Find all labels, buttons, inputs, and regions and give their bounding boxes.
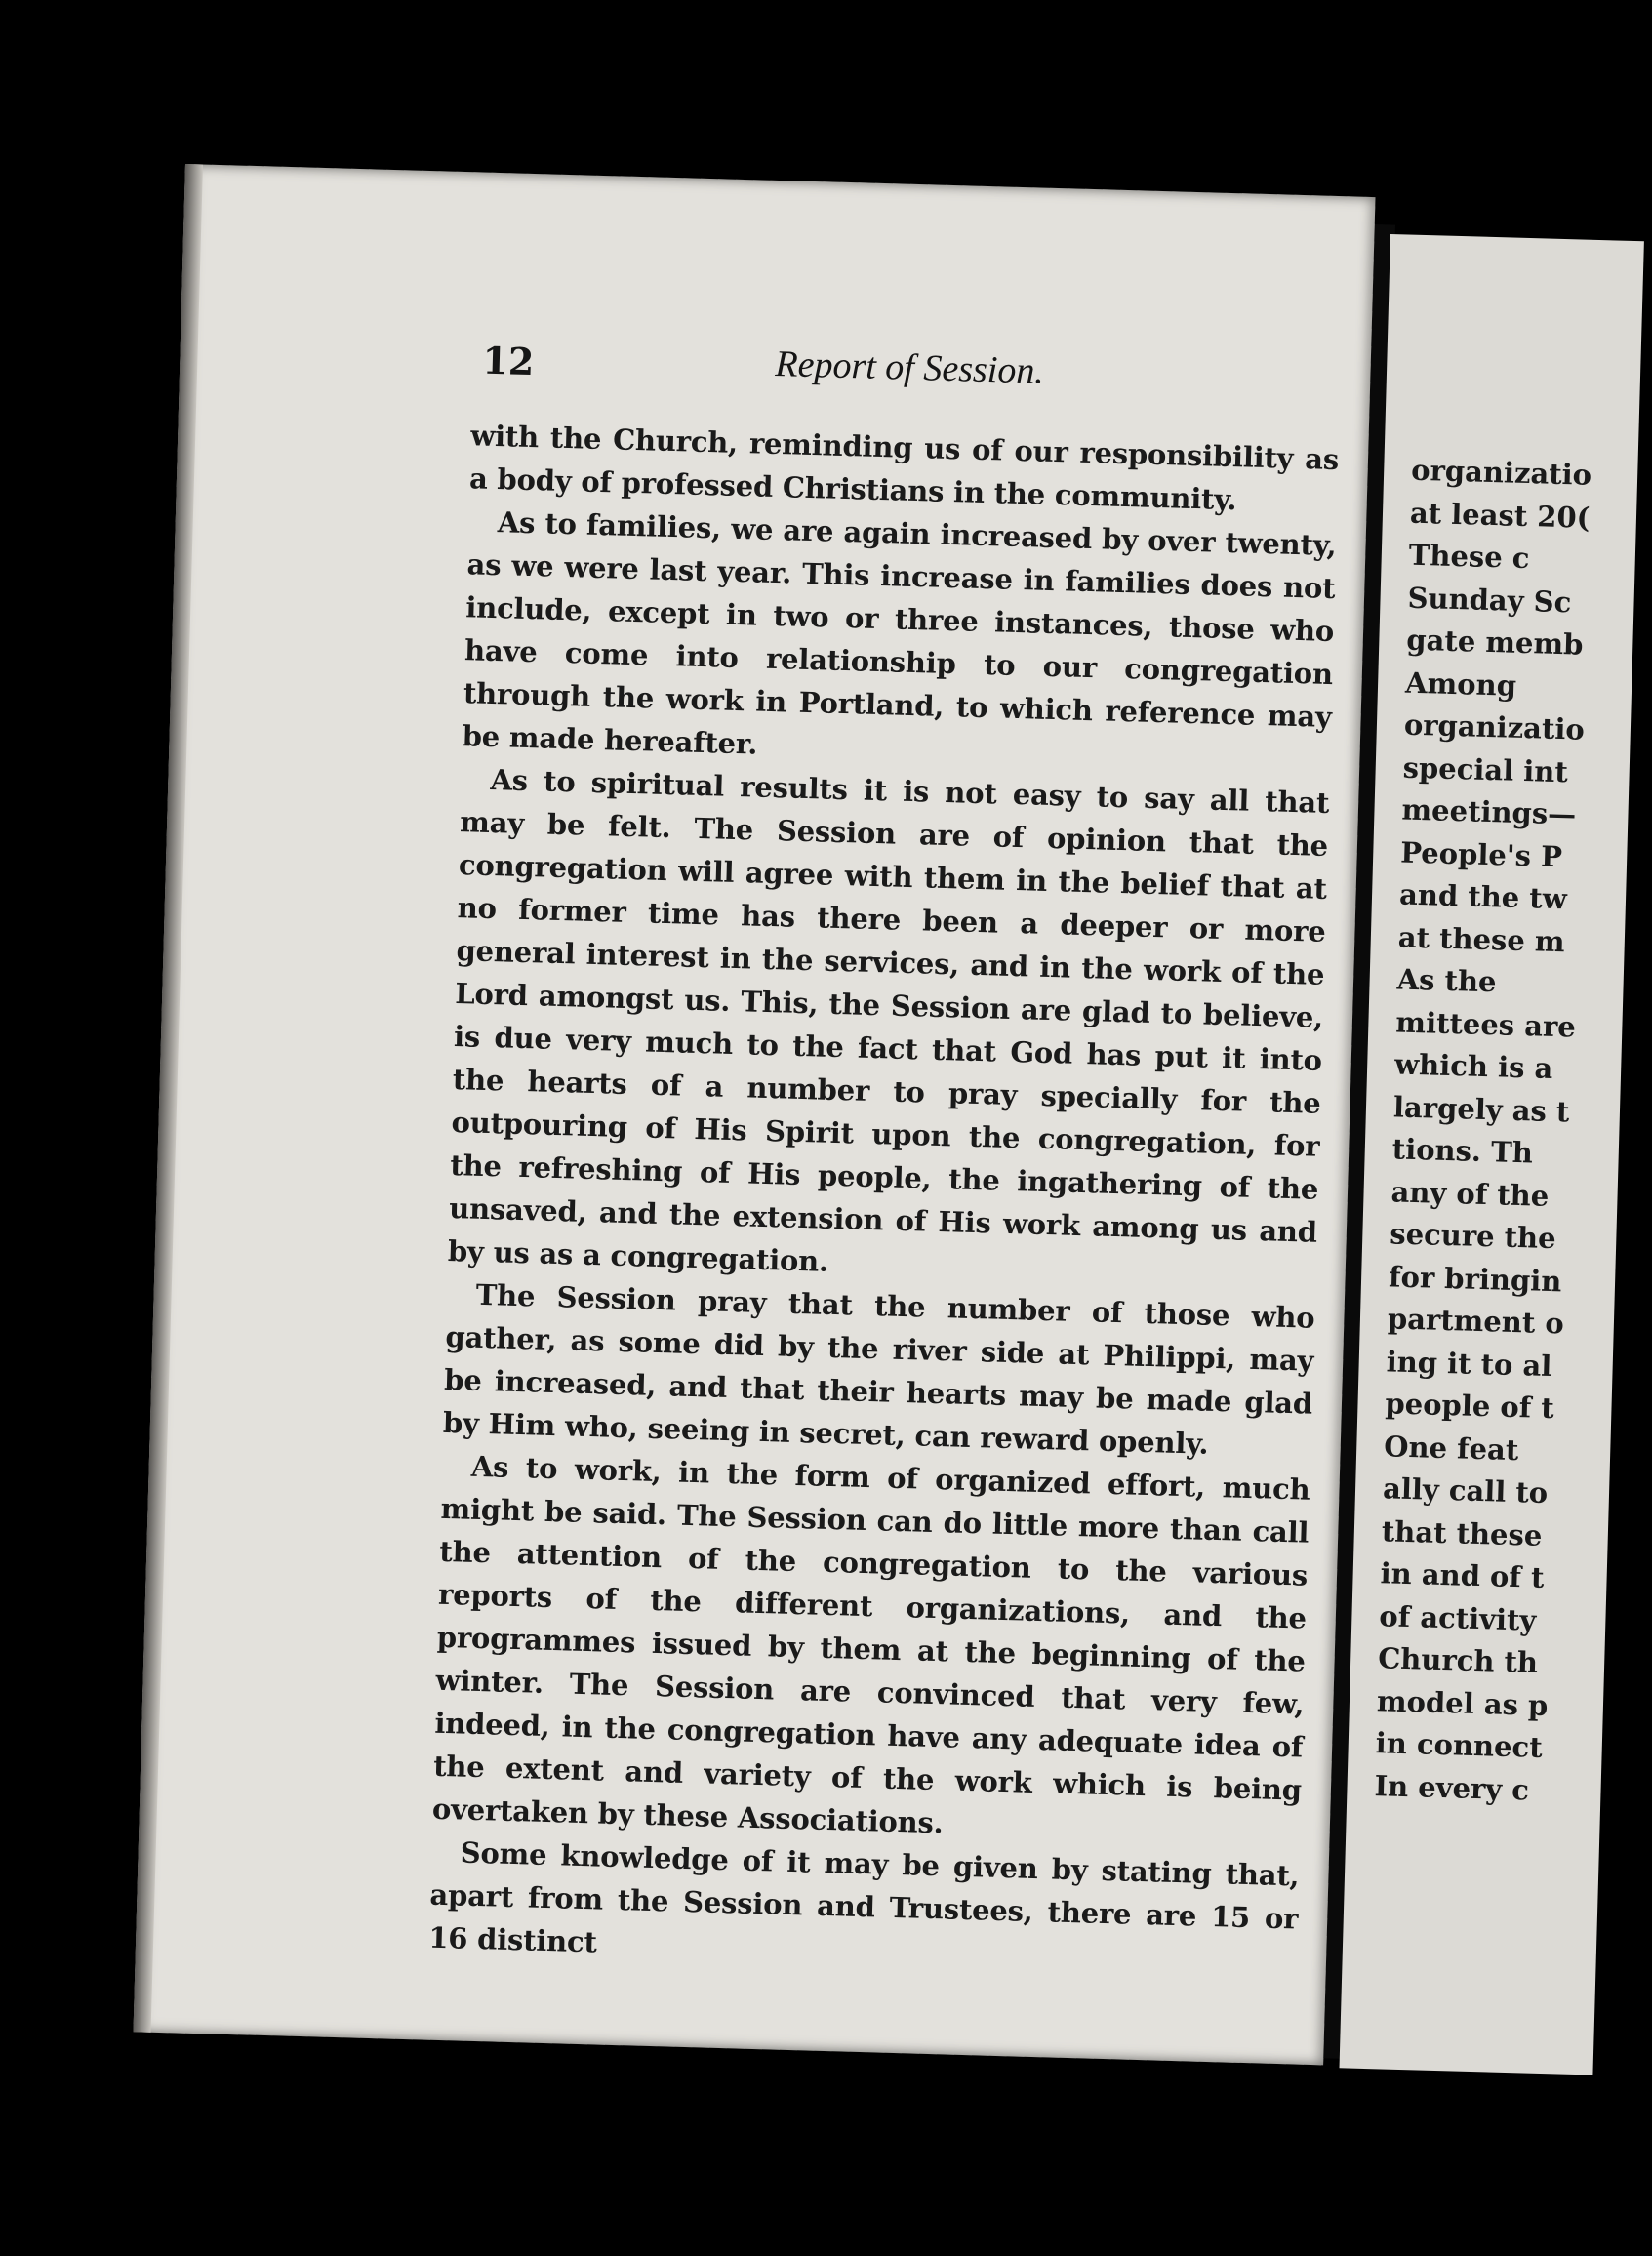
right-page-line: partment o xyxy=(1387,1302,1565,1341)
right-page-line: gate memb xyxy=(1405,623,1584,662)
right-page-line: mittees are xyxy=(1394,1004,1577,1044)
right-page-line: in and of t xyxy=(1380,1556,1545,1594)
right-page-line: special int xyxy=(1402,750,1569,788)
right-page-line: at these m xyxy=(1397,920,1566,958)
right-page-line: Sunday Sc xyxy=(1407,581,1572,619)
right-page-line: meetings— xyxy=(1401,792,1577,831)
right-page-line: organizatio xyxy=(1410,453,1592,492)
right-page-line: As the xyxy=(1396,962,1497,999)
page-number: 12 xyxy=(481,338,536,384)
paragraph: As to spiritual results it is not easy to say all that may be felt. The Session are of opinion that the congregation will agree with them in the belief that at no former time has there been a deeper or more general interest in the services, and in the work of the Lord amongst us. This, the Session are glad to believe, is due very much to the fact that God has put it into the hearts of a number to pray specially for the outpouring of His Spirit upon the congregation, for the refreshing of His people, the ingathering of the unsaved, and the extension of His work among us and by us as a congregation. xyxy=(447,762,1330,1278)
right-page-line: secure the xyxy=(1389,1217,1557,1256)
right-page-line: organizatio xyxy=(1403,707,1586,746)
right-page-line: any of the xyxy=(1390,1174,1550,1213)
right-page-line: at least 20( xyxy=(1409,496,1591,535)
right-page-line: model as p xyxy=(1376,1683,1549,1722)
right-page-line: people of t xyxy=(1385,1387,1555,1426)
right-page-line: ally call to xyxy=(1382,1471,1549,1510)
right-page-text xyxy=(1374,450,1646,1814)
running-title: Report of Session. xyxy=(774,342,1045,392)
paragraph: The Session pray that the number of those who gather, as some did by the river side at Philippi, may be increased, and that their hearts may be made glad by Him who, seeing in secret, can reward openly. xyxy=(442,1277,1315,1461)
page-body xyxy=(428,414,1340,1983)
right-page-line: that these xyxy=(1381,1513,1543,1552)
paragraph: As to families, we are again increased by over twenty, as we were last year. This increase in families does not include, except in two or three instances, those who have come into relationship to our congregation through the work in Portland, to which reference may be made hereafter. xyxy=(462,505,1338,761)
right-page-line: for bringin xyxy=(1388,1259,1562,1298)
paragraph: Some knowledge of it may be given by stating that, apart from the Session and Trustees, there are 15 or 16 distinct xyxy=(427,1835,1300,1959)
right-page-line: largely as t xyxy=(1392,1089,1570,1128)
right-page-line: One feat xyxy=(1383,1429,1519,1467)
right-page-line: ing it to al xyxy=(1386,1344,1552,1383)
right-page-line: which is a xyxy=(1393,1047,1553,1085)
paragraph: with the Church, reminding us of our responsibility as a body of professed Christians in the community. xyxy=(468,419,1340,517)
left-page xyxy=(134,164,1376,2065)
right-page-line: tions. Th xyxy=(1391,1132,1534,1170)
right-page-line: Church th xyxy=(1377,1641,1539,1679)
right-page-fragment xyxy=(1340,234,1644,2075)
right-page-line: of activity xyxy=(1378,1598,1537,1637)
right-page-line: in connect xyxy=(1375,1726,1544,1764)
right-page-line: Among xyxy=(1404,665,1517,703)
right-page-line: These c xyxy=(1408,538,1530,576)
page-header xyxy=(482,339,1361,412)
right-page-line: People's P xyxy=(1399,835,1563,873)
right-page-line: and the tw xyxy=(1398,877,1568,916)
paragraph: As to work, in the form of organized effort, much might be said. The Session can do little more than call the attention of the congregation to the various reports of the different organizations, and the programmes issued by them at the beginning of the winter. The Session are convinced that very few, indeed, in the congregation have any adequate idea of the extent and variety of the work which is being overtaken by these Associations. xyxy=(431,1449,1310,1840)
right-page-line: In every c xyxy=(1374,1768,1530,1807)
